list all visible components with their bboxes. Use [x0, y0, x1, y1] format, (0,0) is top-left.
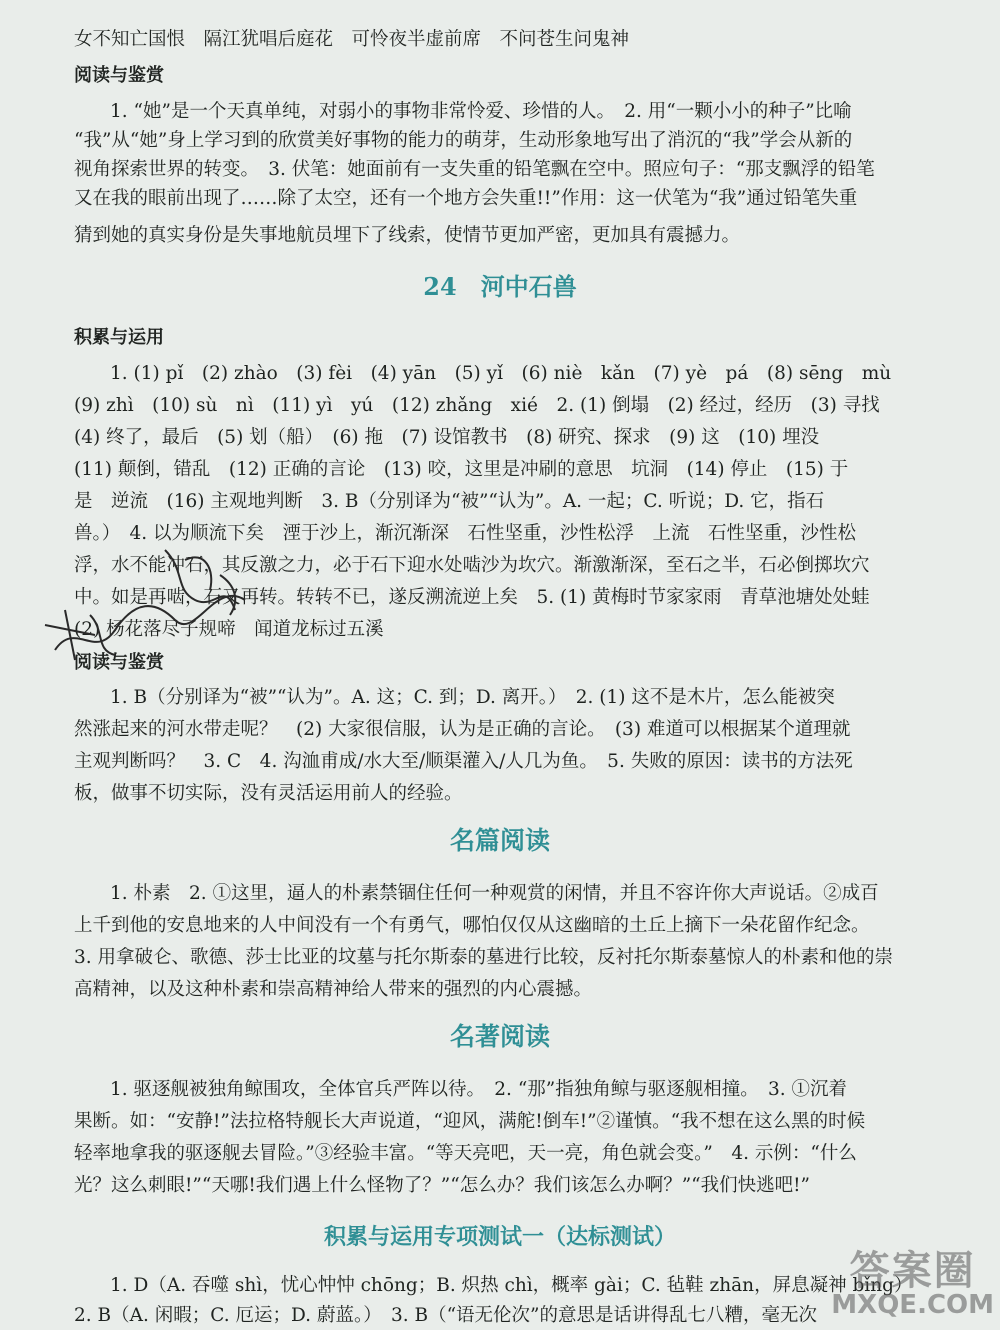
text-line: 果断。如：“安静!”法拉格特舰长大声说道，“迎风，满舵!倒车!”②谨慎。“我不想在这么黑的时候 [74, 1111, 866, 1132]
text-line: 是 逆流 (16) 主观地判断 3. B（分别译为“被”“认为”。A. 一起；C. 听说；D. 它，指石 [74, 491, 825, 512]
text-line: 3. 用拿破仑、歌德、莎士比亚的坟墓与托尔斯泰的墓进行比较，反衬托尔斯泰墓惊人的朴素和他的崇 [74, 947, 894, 968]
section-title: 名篇阅读 [449, 826, 550, 855]
text-line: 1. (1) pǐ (2) zhào (3) fèi (4) yān (5) yǐ (6) niè kǎn (7) yè pá (8) sēng mù [110, 363, 892, 384]
heading-accumulation: 积累与运用 [74, 327, 164, 348]
text-line: “我”从“她”身上学习到的欣赏美好事物的能力的萌芽，生动形象地写出了消沉的“我”学会从新的 [74, 130, 853, 151]
text-line: 1. B（分别译为“被”“认为”。A. 这；C. 到；D. 离开。） 2. (1) 这不是木片，怎么能被突 [110, 687, 835, 708]
text-line: 兽。） 4. 以为顺流下矣 湮于沙上，渐沉渐深 石性坚重，沙性松浮 上流 石性坚重，沙性松 [74, 523, 857, 544]
watermark-url: MXQE.COM [831, 1290, 994, 1320]
text-line: 2. B（A. 闲暇；C. 厄运；D. 蔚蓝。） 3. B（“语无伦次”的意思是话讲得乱七八糟，毫无次 [74, 1305, 817, 1326]
text-line: 浮，水不能冲石，其反激之力，必于石下迎水处啮沙为坎穴。渐激渐深，至石之半，石必倒掷坎穴 [74, 555, 870, 576]
text-line: 视角探索世界的转变。 3. 伏笔：她面前有一支失重的铅笔飘在空中。照应句子：“那支飘浮的铅笔 [74, 159, 875, 180]
section-title: 积累与运用专项测试一（达标测试） [323, 1224, 676, 1250]
text-line: 中。如是再啮，石又再转。转转不已，遂反溯流逆上矣 5. (1) 黄梅时节家家雨 青草池塘处处蛙 [74, 587, 870, 608]
lesson-title: 24 河中石兽 [423, 272, 577, 301]
text-line: 上千到他的安息地来的人中间没有一个有勇气，哪怕仅仅从这幽暗的土丘上摘下一朵花留作纪念。 [74, 915, 870, 936]
text-line: 板，做事不切实际，没有灵活运用前人的经验。 [74, 783, 463, 804]
text-line: 光？这么刺眼!”“天哪!我们遇上什么怪物了？”“怎么办？我们该怎么办啊？”“我们快逃吧!” [74, 1175, 811, 1196]
text-line: 高精神，以及这种朴素和崇高精神给人带来的强烈的内心震撼。 [74, 979, 593, 1000]
text-line: 猜到她的真实身份是失事地航员埋下了线索，使情节更加严密，更加具有震撼力。 [74, 225, 741, 246]
section-title: 名著阅读 [449, 1022, 550, 1051]
handwriting-scribble [35, 540, 295, 690]
text-line: 1. 驱逐舰被独角鲸围攻，全体官兵严阵以待。 2. “那”指独角鲸与驱逐舰相撞。 3. ①沉着 [110, 1079, 848, 1100]
text-line: 轻率地拿我的驱逐舰去冒险。”③经验丰富。“等天亮吧，天一亮，角色就会变。” 4. 示例：“什么 [74, 1143, 857, 1164]
watermark-main: 答案圈 [849, 1248, 976, 1294]
watermark-logo [831, 1239, 994, 1320]
heading-reading-appreciation: 阅读与鉴赏 [74, 65, 164, 86]
text-line: 主观判断吗？ 3. C 4. 沟洫甫成/水大至/顺渠灌入/人几为鱼。 5. 失败的原因：读书的方法死 [74, 751, 853, 772]
text-line: (2) 杨花落尽子规啼 闻道龙标过五溪 [74, 619, 384, 640]
text-line: (9) zhì (10) sù nì (11) yì yú (12) zhǎng xié 2. (1) 倒塌 (2) 经过，经历 (3) 寻找 [74, 395, 880, 416]
text-line: 然涨起来的河水带走呢？ (2) 大家很信服，认为是正确的言论。 (3) 难道可以根据某个道理就 [74, 719, 851, 740]
text-line: (11) 颠倒，错乱 (12) 正确的言论 (13) 咬，这里是冲刷的意思 坑洞 (14) 停止 (15) 于 [74, 459, 849, 480]
text-line: 1. 朴素 2. ①这里，逼人的朴素禁锢住任何一种观赏的闲情，并且不容许你大声说话。②成百 [110, 883, 879, 904]
heading-reading-appreciation: 阅读与鉴赏 [74, 652, 164, 673]
text-line: 1. D（A. 吞噬 shì，忧心忡忡 chōng；B. 炽热 chì，概率 gài；C. 毡鞋 zhān，屏息凝神 bǐng） [110, 1275, 913, 1296]
poem-line: 女不知亡国恨 隔江犹唱后庭花 可怜夜半虚前席 不问苍生问鬼神 [74, 29, 630, 50]
text-line: 又在我的眼前出现了……除了太空，还有一个地方会失重!!”作用：这一伏笔为“我”通过铅笔失重 [74, 188, 858, 209]
text-line: (4) 终了，最后 (5) 划（船） (6) 拖 (7) 设馆教书 (8) 研究、探求 (9) 这 (10) 埋没 [74, 427, 820, 448]
text-line: 1. “她”是一个天真单纯，对弱小的事物非常怜爱、珍惜的人。 2. 用“一颗小小的种子”比喻 [110, 101, 852, 122]
